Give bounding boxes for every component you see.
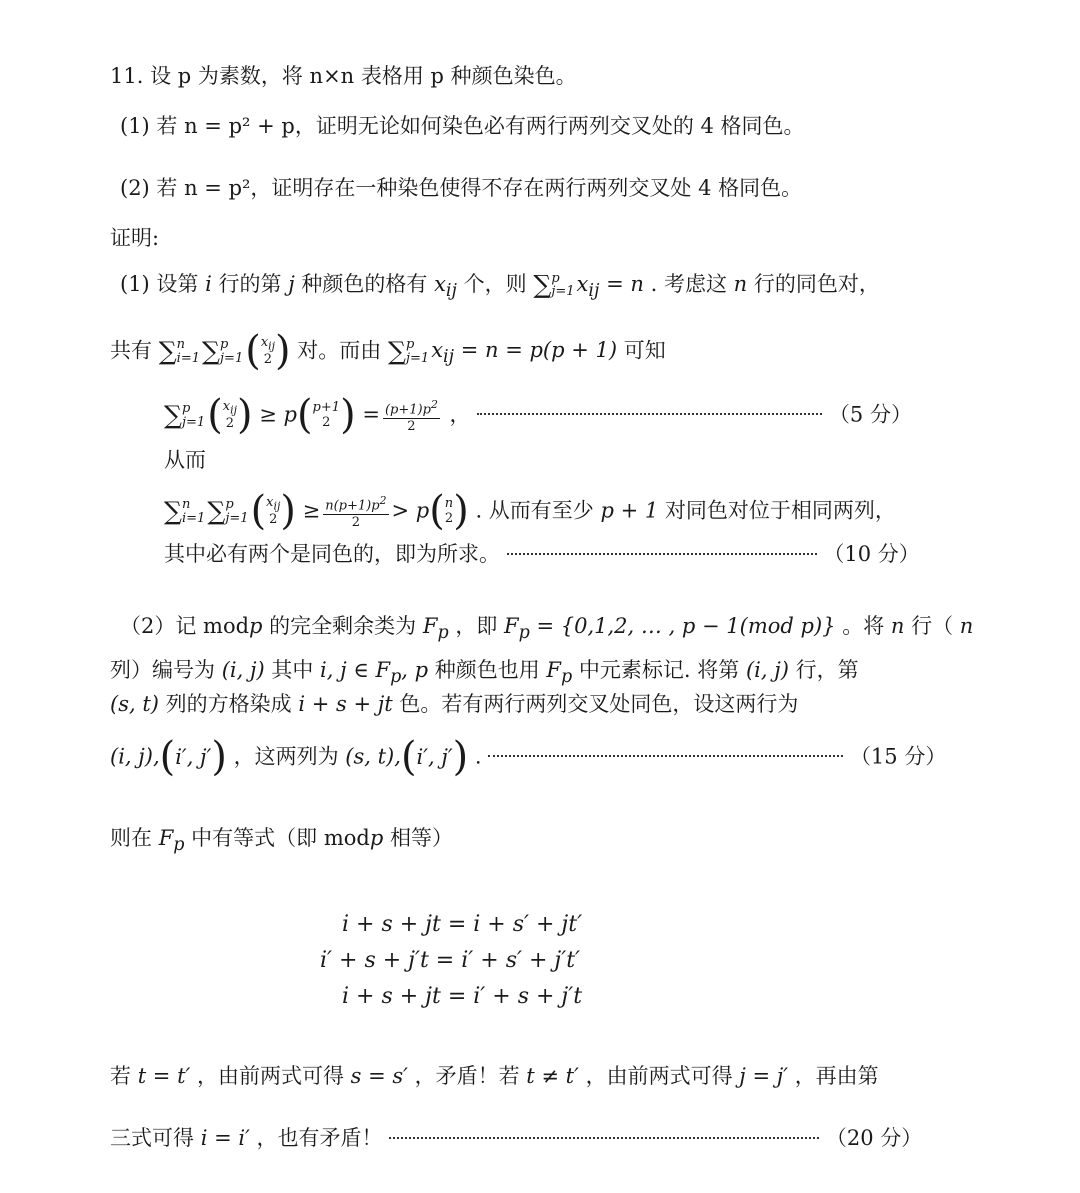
p1-inequality: ∑ p j=1 ( $x_{ij}$ 2 ) ≥ p ( p+1 2 ) = $\frac{(p+1)p^2}{2}$ ， （5 分） [164,392,912,438]
p2-line1: （2）记 modp 的完全剩余类为 $F_p$ ，即 $F_p = \{0,1,2$, … , p − 1(mod p)} 。将 n 行（ n [120,614,974,644]
problem-part2: (2) 若 n = p²，证明存在一种染色使得不存在两行两列交叉处 4 格同色。 [120,176,803,200]
p1-line2: 共有 ∑ n i=1 ∑ p j=1 ( $x_{ij}$ 2 ) 对。而由 ∑ p j=1 $x_{ij} = n = p(p + 1)$ 可知 [110,328,666,374]
p2-line7: 三式可得 i = i′ ，也有矛盾！ （20 分） [110,1126,923,1150]
p2-line4: (i, j), ( i′, j′ ) ，这两列为 (s, t), ( i′, j′ ) . （15 分） [110,734,947,780]
score-5: （5 分） [828,402,912,427]
problem-title: 11. 设 p 为素数，将 n×n 表格用 p 种颜色染色。 [110,64,577,88]
score-20: （20 分） [825,1126,923,1150]
equation-2: i′ + s + j′t = i′ + s′ + j′t′ [320,948,581,973]
problem-part1: (1) 若 n = p² + p，证明无论如何染色必有两行两列交叉处的 4 格同色。 [120,114,805,138]
p1-line4: ∑ n i=1 ∑ p j=1 ( $x_{ij}$ 2 ) ≥ $\frac{n(p+1)p^2}{2}$ > p ( n 2 ) . 从而有至少 p + 1 对同色对位于相同两列， [164,488,896,534]
p2-line6: 若 t = t′ ，由前两式可得 s = s′ ，矛盾！若 t ≠ t′ ，由前两式可得 j = j′ ，再由第 [110,1064,879,1088]
score-10: （10 分） [823,542,920,566]
equation-3: i + s + jt = i′ + s + j′t [342,984,583,1009]
p2-line5: 则在 $F_p$ 中有等式（即 modp 相等） [110,826,453,856]
p2-line3: (s, t) 列的方格染成 i + s + jt 色。若有两行两列交叉处同色，设这两行为 [110,692,799,716]
score-15: （15 分） [849,744,947,769]
p1-therefore: 从而 [164,448,206,472]
p1-line1: (1) 设第 i 行的第 j 种颜色的格有 $x_{ij}$ 个，则 ∑ p j=1 $x_{ij} = n$ . 考虑这 n 行的同色对， [120,270,880,302]
p2-line2: 列）编号为 (i, j) 其中 i, j ∈ $F_p$, p 种颜色也用 $F_p$ 中元素标记. 将第 (i, j) 行，第 [110,658,859,688]
proof-heading: 证明: [110,226,160,250]
p1-line5: 其中必有两个是同色的，即为所求。 （10 分） [164,542,920,566]
equation-1: i + s + jt = i + s′ + jt′ [342,912,583,937]
